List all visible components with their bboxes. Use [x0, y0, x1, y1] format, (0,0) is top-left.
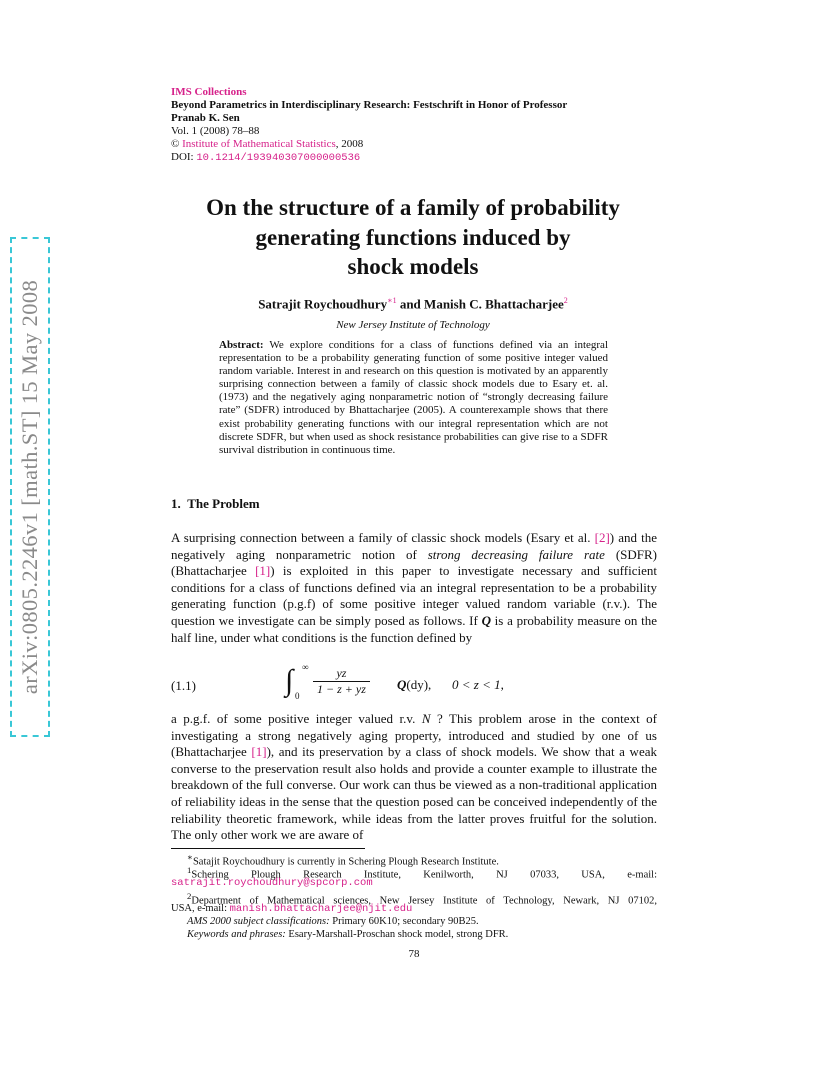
footnote-2-mark: 2	[187, 891, 192, 901]
collection-name[interactable]: IMS Collections	[171, 86, 247, 98]
book-title-line2: Pranab K. Sen	[171, 112, 240, 124]
para2-text-a: a p.g.f. of some positive integer valued r.v.	[171, 711, 422, 726]
page-number: 78	[408, 948, 420, 960]
copyright-holder-link[interactable]: Institute of Mathematical Statistics	[182, 138, 336, 150]
copyright-symbol: ©	[171, 138, 180, 150]
copyright-year: , 2008	[335, 138, 364, 150]
author-2-footnote-mark[interactable]: 2	[563, 296, 568, 305]
para1-text-d: ) is exploited in this paper to investigate necessary and sufficient conditions for a class of functions defined via an integral representation to be a probability generating function (p.g.f) of some positive integer valued random variable (r.v.). The question we investigate can be simply posed as follows. If	[171, 563, 657, 628]
title-line-2: generating functions induced by	[255, 224, 571, 250]
measure-Q: Q	[397, 677, 407, 692]
keywords	[171, 929, 657, 942]
paper-title	[130, 193, 696, 282]
doi-line	[171, 151, 360, 165]
doi-link[interactable]: 10.1214/193940307000000536	[196, 152, 361, 164]
footnote-rule	[171, 848, 365, 849]
para2-text-c: ), and its preservation by a class of shock models. We show that a weak converse to the preservation result also holds and provide a counter example to illustrate the breakdown of the full converse. Our work can thus be viewed as a non-traditional application of reliability ideas in the sense that the question posed can be conceived independently of the reliability theoretic framework, while ideas from the latter proves fruitful for the solution. The only other work we are aware of	[171, 744, 657, 843]
abstract-label: Abstract:	[219, 339, 264, 351]
footnote-1-line-2	[171, 877, 657, 890]
title-line-3: shock models	[347, 254, 479, 279]
para1-text-c: (SDFR) (Bhattacharjee	[171, 546, 657, 579]
footnote-star-mark: ∗	[187, 852, 193, 862]
affiliation: New Jersey Institute of Technology	[336, 319, 490, 331]
integral-lower-limit: 0	[295, 691, 300, 701]
ams-text: Primary 60K10; secondary 90B25.	[329, 916, 479, 927]
footnote-1-mark: 1	[187, 865, 192, 875]
emphasis-sdfr: strong decreasing failure rate	[427, 546, 605, 562]
email-link-roychoudhury[interactable]: satrajit.roychoudhury@spcorp.com	[171, 877, 373, 889]
author-2: Manish C. Bhattacharjee	[424, 296, 564, 312]
citation-1[interactable]: [1]	[255, 563, 271, 579]
author-1-footnote-marks[interactable]: ∗1	[387, 296, 397, 305]
para1-text-a: A surprising connection between a family of classic shock models (Esary et al.	[171, 530, 595, 545]
paragraph-2	[171, 711, 657, 844]
footnote-star-text: Satajit Roychoudhury is currently in Schering Plough Research Institute.	[192, 856, 499, 868]
title-line-1: On the structure of a family of probability	[206, 195, 620, 220]
book-title-line1: Beyond Parametrics in Interdisciplinary Research: Festschrift in Honor of Professor	[171, 99, 568, 111]
ams-classification	[171, 916, 657, 929]
arxiv-stamp	[10, 237, 50, 737]
equation-number: (1.1)	[171, 678, 196, 693]
keywords-text: Esary-Marshall-Proschan shock model, strong DFR.	[285, 929, 509, 940]
citation-1-second[interactable]: [1]	[251, 744, 267, 760]
section-title: The Problem	[187, 496, 260, 511]
author-conjunction: and	[396, 296, 425, 312]
paragraph-1	[171, 530, 657, 646]
para1-text-e: is a probability measure on the half line, under what conditions is the function defined by	[171, 612, 657, 645]
keywords-label: Keywords and phrases:	[187, 929, 286, 940]
citation-2[interactable]: [2]	[594, 530, 610, 545]
footnote-1-text: Schering Plough Research Institute, Kenilworth, NJ 07033, USA, e-mail:	[191, 869, 657, 881]
measure	[397, 677, 431, 693]
volume-info: Vol. 1 (2008) 78–88	[171, 125, 260, 137]
section-heading	[171, 496, 260, 512]
fraction-numerator: yz	[336, 666, 347, 680]
fraction-denominator: 1 − z + yz	[313, 681, 370, 697]
doi-label: DOI:	[171, 151, 197, 163]
integral-upper-limit: ∞	[302, 662, 309, 672]
footnote-2-text: Department of Mathematical sciences, New Jersey Institute of Technology, Newark, NJ 07102,	[191, 895, 657, 907]
integrand-fraction	[313, 666, 370, 697]
email-link-bhattacharjee[interactable]: manish.bhattacharjee@njit.edu	[229, 903, 413, 915]
equation-1-1	[285, 662, 615, 706]
integral-sign: ∫	[285, 664, 294, 697]
author-line	[130, 296, 696, 312]
para2-text-b: ? This problem arose in the context of investigating a strong negatively aging property, introduced and studied by one of us (Bhattacharjee	[171, 711, 658, 760]
equation-condition: 0 < z < 1,	[452, 677, 504, 692]
para1-text-b: ) and the negatively aging nonparametric notion of	[171, 530, 658, 562]
abstract-text: We explore conditions for a class of functions defined via an integral representation to be a probability generating function of some positive integer valued random variable. Interest in and research on this question is motivated by an apparently surprising connection between a family of classic shock models due to Esary et. al. (1973) and the negatively aging nonparametric notion of “strongly decreasing failure rate” (SDFR) introduced by Bhattacharjee (2005). A counterexample shows that there exist probability generating functions with our integral representation which are not discrete SDFR, but when used as shock resistance probabilities can give rise to a SDFR survival distribution in continuous time.	[219, 339, 608, 456]
footnote-2-prefix: USA, e-mail:	[171, 903, 230, 914]
ams-label: AMS 2000 subject classifications:	[187, 916, 330, 927]
abstract	[219, 339, 608, 457]
author-1: Satrajit Roychoudhury	[258, 296, 388, 312]
measure-dy: (dy),	[406, 677, 432, 692]
footnote-2-line-2	[171, 903, 657, 916]
symbol-Q: Q	[481, 612, 491, 628]
copyright-line	[171, 138, 363, 151]
section-number: 1.	[171, 496, 181, 511]
symbol-N: N	[421, 711, 431, 726]
arxiv-stamp-text: arXiv:0805.2246v1 [math.ST] 15 May 2008	[17, 279, 42, 695]
